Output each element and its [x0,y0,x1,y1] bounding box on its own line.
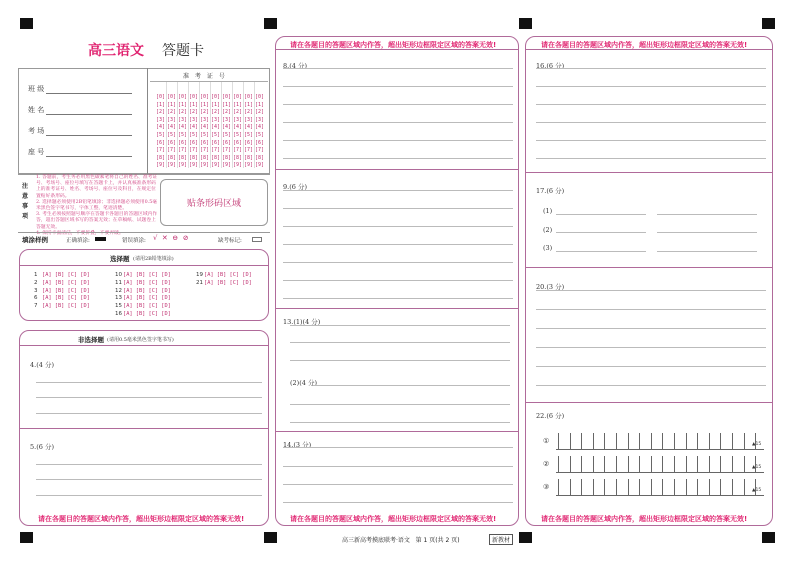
registration-mark [762,18,775,29]
exam-digit-bubble[interactable]: [2] [244,109,254,116]
writing-cell-divider [686,479,687,495]
field-class-label: 班 级 [28,85,45,93]
q17-sub-1: (1) [543,207,553,215]
warning-text: 请在各题目的答题区域内作答，超出矩形边框限定区域的答案无效! [541,41,748,49]
exam-digit-bubble[interactable]: [0] [222,94,232,100]
field-room-label: 考 场 [28,127,45,135]
exam-digit-bubble[interactable]: [0] [233,94,243,100]
exam-digit-bubble[interactable]: [3] [244,116,254,123]
writing-cell-divider [628,433,629,449]
writing-cell-divider [604,479,605,495]
q22-sub-1: ① [543,437,550,445]
exam-digit-bubble[interactable]: [0] [244,94,254,100]
writing-cell-divider [720,456,721,472]
nonchoice-title: 非选择题 [78,336,104,344]
notes-label: 注 意 事 项 [22,183,29,220]
writing-cell-divider [674,456,675,472]
fill-sample-label: 填涂样例 [22,236,48,244]
warning-text: 请在各题目的答题区域内作答，超出矩形边框限定区域的答案无效! [290,515,497,523]
field-seat-input[interactable] [46,156,132,157]
exam-digit-bubble[interactable]: [2] [222,109,232,116]
exam-digit-bubble[interactable]: [2] [211,109,221,116]
exam-digit-bubble[interactable]: [5] [200,132,210,138]
exam-digit-bubble[interactable]: [7] [244,147,254,154]
q20-label: 20.(3 分) [536,283,565,291]
exam-digit-bubble[interactable]: [6] [189,139,199,146]
choice-option-bubbles[interactable]: [A] [B] [C] [D] [123,287,171,294]
exam-digit-bubble[interactable]: [1] [189,101,199,108]
registration-mark [264,532,277,543]
exam-digit-bubble[interactable]: [0] [211,94,221,100]
exam-digit-bubble[interactable]: [0] [167,94,177,100]
exam-digit-bubble[interactable]: [5] [167,132,177,138]
fill-wrong-samples: √ ✕ ⊖ ⊘ [153,234,189,242]
q4-label: 4.(4 分) [30,361,54,369]
writing-cell-divider [616,456,617,472]
exam-digit-bubble[interactable]: [6] [255,139,265,146]
exam-digit-bubble[interactable]: [8] [189,154,199,161]
choice-question-number: 7 [34,303,38,310]
choice-option-bubbles[interactable]: [A] [B] [C] [D] [204,279,252,286]
exam-digit-bubble[interactable]: [6] [222,139,232,146]
writing-cell-divider [709,456,710,472]
title-subject: 高三语文 [88,43,144,59]
q22-marker: ▲15 [752,488,762,493]
exam-digit-bubble[interactable]: [0] [178,94,188,100]
exam-digit-bubble[interactable]: [1] [233,101,243,108]
exam-digit-bubble[interactable]: [3] [211,116,221,123]
exam-digit-bubble[interactable]: [1] [211,101,221,108]
exam-digit-bubble[interactable]: [7] [178,147,188,154]
writing-cell-divider [651,479,652,495]
q22-sub-3: ③ [543,483,550,491]
exam-digit-bubble[interactable]: [9] [167,162,177,169]
q13-label: 13.(1)(4 分) [283,318,321,326]
exam-digit-bubble[interactable]: [7] [189,147,199,154]
barcode-area: 贴条形码区域 [160,179,268,226]
exam-digit-bubble[interactable]: [1] [244,101,254,108]
choice-option-bubbles[interactable]: [A] [B] [C] [D] [123,311,171,317]
writing-cell-divider [744,479,745,495]
q8-label: 8.(4 分) [283,62,307,70]
choice-option-bubbles[interactable]: [A] [B] [C] [D] [42,279,90,286]
registration-mark [519,532,532,543]
exam-digit-bubble[interactable]: [4] [200,124,210,131]
fill-correct-label: 正确填涂: [66,238,90,244]
exam-digit-bubble[interactable]: [9] [189,162,199,169]
exam-digit-bubble[interactable]: [5] [222,132,232,138]
exam-digit-bubble[interactable]: [2] [255,109,265,116]
exam-digit-bubble[interactable]: [4] [222,124,232,131]
choice-question-number: 2 [34,279,38,286]
writing-cell-divider [732,479,733,495]
field-seat-label: 座 号 [28,148,45,156]
footer-page-info: 高三新高考摸底联考·语文 第 1 页(共 2 页) [342,537,460,544]
exam-digit-bubble[interactable]: [9] [200,162,210,169]
exam-digit-bubble[interactable]: [3] [200,116,210,123]
exam-digit-bubble[interactable]: [3] [255,116,265,123]
writing-cell-divider [697,479,698,495]
exam-digit-bubble[interactable]: [8] [200,154,210,161]
exam-digit-bubble[interactable]: [9] [255,162,265,169]
choice-title: 选择题 [110,255,130,263]
choice-option-bubbles[interactable]: [A] [B] [C] [D] [123,272,171,278]
choice-question-number: 12 [115,287,122,294]
nonchoice-note: (请用0.5毫米黑色签字笔书写) [107,337,174,343]
exam-digit-bubble[interactable]: [8] [233,154,243,161]
exam-digit-bubble[interactable]: [8] [178,154,188,161]
registration-mark [20,18,33,29]
exam-digit-bubble[interactable]: [8] [222,154,232,161]
exam-digit-bubble[interactable]: [7] [233,147,243,154]
q22-label: 22.(6 分) [536,412,565,420]
exam-digit-bubble[interactable]: [2] [156,109,166,116]
writing-cell-divider [593,479,594,495]
absent-mark-box[interactable] [252,237,262,242]
q22-sub-2: ② [543,460,550,468]
writing-cell-divider [581,479,582,495]
exam-digit-bubble[interactable]: [6] [233,139,243,146]
exam-digit-bubble[interactable]: [6] [200,139,210,146]
exam-digit-bubble[interactable]: [1] [255,101,265,108]
warning-text: 请在各题目的答题区域内作答，超出矩形边框限定区域的答案无效! [38,515,245,523]
exam-digit-bubble[interactable]: [9] [233,162,243,169]
choice-question-number: 13 [115,295,122,302]
exam-digit-bubble[interactable]: [7] [255,147,265,154]
writing-cell-divider [570,433,571,449]
exam-digit-bubble[interactable]: [4] [255,124,265,131]
exam-digit-bubble[interactable]: [7] [222,147,232,154]
writing-cell-divider [662,456,663,472]
registration-mark [762,532,775,543]
exam-digit-bubble[interactable]: [4] [244,124,254,131]
exam-digit-bubble[interactable]: [1] [222,101,232,108]
exam-digit-bubble[interactable]: [4] [156,124,166,131]
choice-question-number: 3 [34,287,38,294]
writing-cell-divider [639,456,640,472]
exam-digit-bubble[interactable]: [7] [200,147,210,154]
exam-digit-bubble[interactable]: [6] [178,139,188,146]
writing-cell-divider [686,433,687,449]
q22-marker: ▲15 [752,442,762,447]
writing-cell-divider [744,456,745,472]
exam-digit-bubble[interactable]: [9] [178,162,188,169]
absent-mark-label: 缺考标记: [218,238,242,244]
exam-digit-bubble[interactable]: [1] [178,101,188,108]
writing-cell-divider [570,479,571,495]
field-name-input[interactable] [46,114,132,115]
exam-digit-bubble[interactable]: [1] [156,101,166,108]
exam-digit-bubble[interactable]: [1] [200,101,210,108]
exam-digit-bubble[interactable]: [3] [222,116,232,123]
choice-question-number: 10 [115,272,122,278]
writing-cell-divider [639,433,640,449]
exam-digit-bubble[interactable]: [0] [255,94,265,100]
exam-digit-bubble[interactable]: [9] [211,162,221,169]
exam-digit-bubble[interactable]: [2] [178,109,188,116]
exam-digit-bubble[interactable]: [4] [211,124,221,131]
writing-cell-divider [639,479,640,495]
field-class-input[interactable] [46,93,132,94]
choice-question-number: 1 [34,272,38,278]
writing-cell-divider [686,456,687,472]
exam-digit-bubble[interactable]: [5] [255,132,265,138]
exam-digit-bubble[interactable]: [2] [200,109,210,116]
exam-digit-bubble[interactable]: [8] [211,154,221,161]
exam-digit-bubble[interactable]: [5] [189,132,199,138]
title-card: 答题卡 [162,43,204,59]
q14-label: 14.(3 分) [283,441,312,449]
exam-digit-bubble[interactable]: [8] [167,154,177,161]
q17-sub-2: (2) [543,226,553,234]
footer-brand: 新教材 [489,534,513,545]
writing-cell-divider [662,479,663,495]
writing-cell-divider [709,479,710,495]
choice-option-bubbles[interactable]: [A] [B] [C] [D] [123,279,171,286]
choice-option-bubbles[interactable]: [A] [B] [C] [D] [42,272,90,278]
exam-digit-bubble[interactable]: [7] [211,147,221,154]
warning-text: 请在各题目的答题区域内作答，超出矩形边框限定区域的答案无效! [290,41,497,49]
choice-option-bubbles[interactable]: [A] [B] [C] [D] [42,303,90,310]
choice-question-number: 15 [115,303,122,310]
field-name-label: 姓 名 [28,106,45,114]
exam-digit-bubble[interactable]: [8] [156,154,166,161]
writing-cell-divider [581,433,582,449]
exam-digit-bubble[interactable]: [3] [189,116,199,123]
choice-option-bubbles[interactable]: [A] [B] [C] [D] [123,295,171,302]
writing-cell-divider [558,456,559,472]
exam-digit-bubble[interactable]: [2] [233,109,243,116]
exam-digit-bubble[interactable]: [4] [189,124,199,131]
exam-digit-bubble[interactable]: [7] [167,147,177,154]
exam-digit-bubble[interactable]: [2] [167,109,177,116]
q13b-label: (2)(4 分) [290,379,317,387]
exam-digit-bubble[interactable]: [8] [255,154,265,161]
writing-cell-divider [720,433,721,449]
writing-cell-divider [604,456,605,472]
writing-cell-divider [628,456,629,472]
writing-cell-divider [709,433,710,449]
answer-panel-middle [275,36,519,526]
writing-cell-divider [616,433,617,449]
field-room-input[interactable] [46,135,132,136]
choice-question-number: 21 [196,279,203,286]
writing-cell-divider [581,456,582,472]
exam-digit-bubble[interactable]: [9] [244,162,254,169]
choice-question-number: 19 [196,272,203,278]
writing-cell-divider [732,456,733,472]
exam-digit-bubble[interactable]: [5] [178,132,188,138]
exam-digit-bubble[interactable]: [0] [189,94,199,100]
registration-mark [264,18,277,29]
exam-digit-bubble[interactable]: [4] [233,124,243,131]
choice-question-number: 6 [34,295,38,302]
choice-question-number: 16 [115,311,122,317]
exam-digit-bubble[interactable]: [8] [244,154,254,161]
writing-cell-divider [616,479,617,495]
exam-digit-bubble[interactable]: [3] [178,116,188,123]
exam-digit-bubble[interactable]: [6] [156,139,166,146]
q17-label: 17.(6 分) [536,187,565,195]
choice-note: (请用2B铅笔填涂) [133,256,174,262]
exam-digit-bubble[interactable]: [6] [211,139,221,146]
warning-text: 请在各题目的答题区域内作答，超出矩形边框限定区域的答案无效! [541,515,748,523]
writing-cell-divider [697,433,698,449]
exam-digit-bubble[interactable]: [5] [156,132,166,138]
exam-digit-bubble[interactable]: [7] [156,147,166,154]
exam-digit-bubble[interactable]: [9] [222,162,232,169]
choice-option-bubbles[interactable]: [A] [B] [C] [D] [204,272,252,278]
choice-option-bubbles[interactable]: [A] [B] [C] [D] [42,287,90,294]
exam-digit-bubble[interactable]: [5] [244,132,254,138]
fill-wrong-label: 错误填涂: [122,238,146,244]
exam-digit-bubble[interactable]: [6] [244,139,254,146]
exam-digit-bubble[interactable]: [5] [233,132,243,138]
exam-digit-bubble[interactable]: [4] [178,124,188,131]
exam-digit-bubble[interactable]: [1] [167,101,177,108]
exam-digit-bubble[interactable]: [3] [167,116,177,123]
q17-sub-3: (3) [543,244,553,252]
answer-panel-right [525,36,773,526]
exam-digit-bubble[interactable]: [2] [189,109,199,116]
writing-cell-divider [651,456,652,472]
q5-label: 5.(6 分) [30,443,54,451]
exam-number-title: 准 考 证 号 [183,73,227,80]
writing-cell-divider [662,433,663,449]
writing-cell-divider [628,479,629,495]
writing-cell-divider [570,456,571,472]
writing-cell-divider [604,433,605,449]
exam-digit-bubble[interactable]: [3] [233,116,243,123]
writing-cell-divider [593,433,594,449]
exam-digit-bubble[interactable]: [0] [156,94,166,100]
q22-marker: ▲15 [752,465,762,470]
fill-correct-sample [95,237,106,241]
writing-cell-divider [674,433,675,449]
exam-digit-bubble[interactable]: [0] [200,94,210,100]
q9-label: 9.(6 分) [283,183,307,191]
writing-cell-divider [593,456,594,472]
writing-cell-divider [720,479,721,495]
writing-cell-divider [744,433,745,449]
writing-cell-divider [558,433,559,449]
exam-digit-bubble[interactable]: [4] [167,124,177,131]
writing-cell-divider [558,479,559,495]
notes-text: 1. 答题前，考生务必用黑色碳素笔将自己的姓名、准考证号、考场号、座位号填写在答题卡上，并认真核准条形码上的准考证号、姓名、考场号、座位号及科目，在规定位置贴好条形码。 2. 选择题必须使用2B铅笔填涂；非选择题必须使用0.5毫米黑色签字笔书写，字体工整，笔迹清楚。 3. 考生必须按照题号顺序在答题卡各题目的答题区域内作答，超出答题区域书写的答案无效；在草稿纸、试题卷上答题无效。 4. 保持卡面清洁，不要折叠，不要弄破。 [36,175,158,236]
exam-digit-bubble[interactable]: [6] [167,139,177,146]
registration-mark [20,532,33,543]
choice-option-bubbles[interactable]: [A] [B] [C] [D] [123,303,171,310]
writing-cell-divider [732,433,733,449]
writing-cell-divider [697,456,698,472]
exam-digit-bubble[interactable]: [3] [156,116,166,123]
registration-mark [519,18,532,29]
choice-option-bubbles[interactable]: [A] [B] [C] [D] [42,295,90,302]
q16-label: 16.(6 分) [536,62,565,70]
exam-digit-bubble[interactable]: [9] [156,162,166,169]
writing-cell-divider [651,433,652,449]
writing-cell-divider [674,479,675,495]
exam-digit-bubble[interactable]: [5] [211,132,221,138]
choice-question-number: 11 [115,279,122,286]
